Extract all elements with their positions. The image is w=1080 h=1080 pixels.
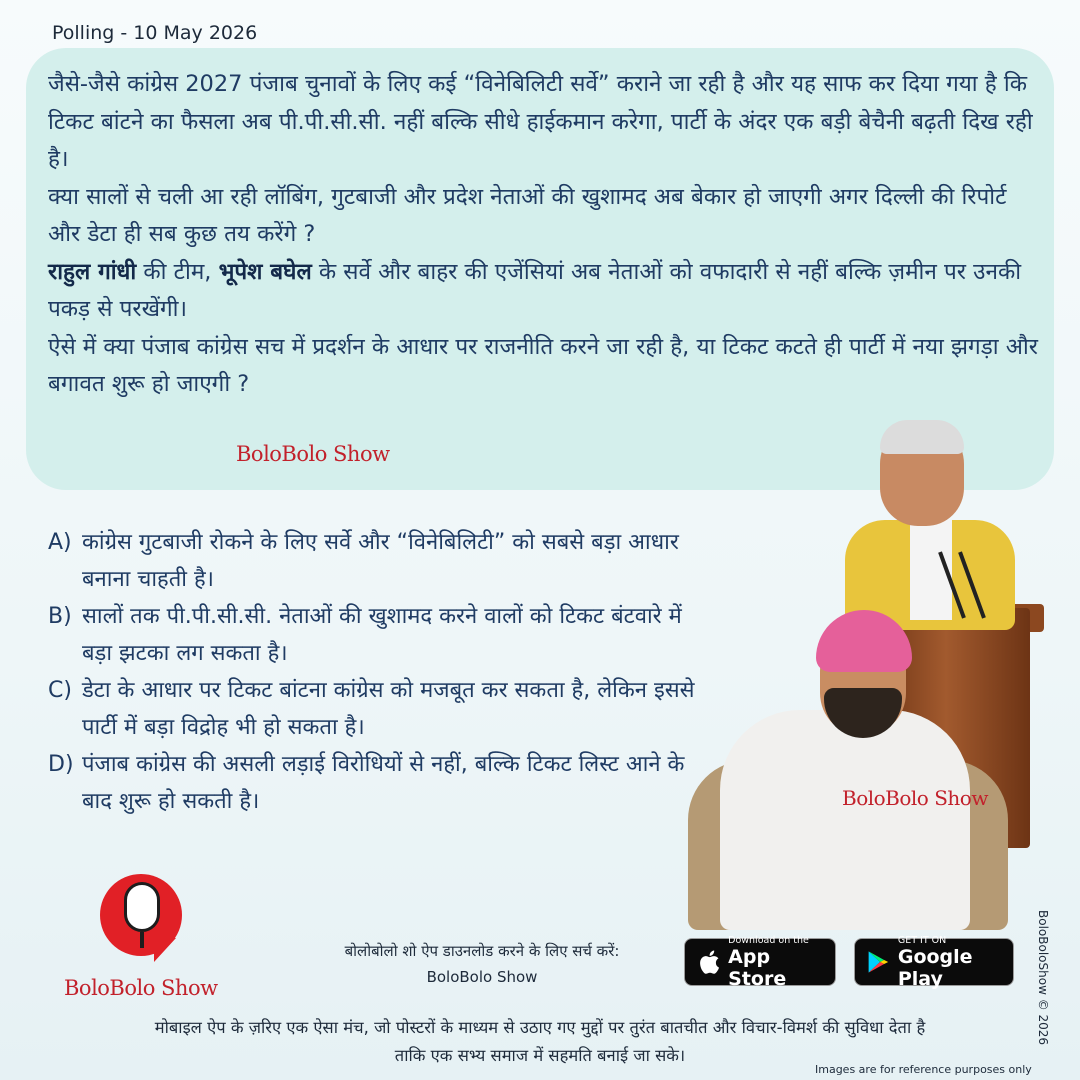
politicians-illustration: [680, 410, 1060, 930]
app-store-small-text: Download on the: [728, 934, 809, 946]
card-watermark: BoloBolo Show: [236, 442, 390, 466]
poll-options: [48, 524, 708, 820]
option-letter: A): [48, 530, 72, 555]
intro-paragraph-3-rest: के सर्वे और बाहर की एजेंसियां अब नेताओं को वफादारी से नहीं बल्कि ज़मीन पर उनकी पकड़ से परखेंगी।: [48, 258, 1022, 322]
politician-2-kurta: [720, 710, 970, 930]
logo-microphone-stand: [140, 932, 144, 948]
google-play-big-text: Google Play: [897, 945, 973, 990]
google-play-small-text: GET IT ON: [897, 934, 947, 946]
app-description-line-1: मोबाइल ऐप के ज़रिए एक ऐसा मंच, जो पोस्टरों के माध्यम से उठाए गए मुद्दों पर तुरंत बातचीत और विचार-विमर्श की सुविधा देता है: [154, 1018, 926, 1037]
intro-paragraph-1: जैसे-जैसे कांग्रेस 2027 पंजाब चुनावों के लिए कई “विनेबिलिटी सर्वे” कराने जा रही है और यह साफ कर दिया गया है कि टिकट बांटने का फैसला अब पी.पी.सी.सी. नहीं बल्कि सीधे हाईकमान करेगा, पार्टी के अंदर एक बड़ी बेचैनी बढ़ती दिख रही है।: [48, 71, 1033, 172]
logo-text: BoloBolo Show: [64, 976, 218, 1000]
intro-paragraph-3-part: की टीम,: [136, 258, 219, 285]
option-letter: D): [48, 752, 74, 777]
google-play-label: [898, 935, 1001, 990]
intro-paragraph-3: [48, 254, 1038, 329]
app-description: [20, 1014, 1060, 1070]
name-bhupesh-baghel: भूपेश बघेल: [218, 258, 312, 285]
intro-text: [48, 66, 1038, 404]
poll-option-d[interactable]: [48, 746, 708, 820]
app-store-label: [728, 935, 823, 990]
copyright-text: BoloBoloShow © 2026: [1036, 910, 1050, 1046]
logo-microphone: [124, 882, 160, 932]
option-letter: B): [48, 604, 72, 629]
politician-1-hair: [880, 420, 964, 454]
download-line-1: बोलोबोलो शो ऐप डाउनलोड करने के लिए सर्च करें:: [344, 942, 620, 960]
image-disclaimer: Images are for reference purposes only: [815, 1063, 1032, 1076]
logo-bubble-tail: [154, 938, 176, 962]
option-text: सालों तक पी.पी.सी.सी. नेताओं की खुशामद करने वालों को टिकट बंटवारे में बड़ा झटका लग सकता है।: [82, 604, 682, 666]
download-instruction: [290, 938, 674, 990]
illustration-watermark: BoloBolo Show: [842, 786, 988, 810]
download-line-2: BoloBolo Show: [426, 968, 538, 986]
apple-icon: [697, 947, 720, 977]
intro-paragraph-4: ऐसे में क्या पंजाब कांग्रेस सच में प्रदर्शन के आधार पर राजनीति करने जा रही है, या टिकट कटते ही पार्टी में नया झगड़ा और बगावत शुरू हो जाएगी ?: [48, 333, 1038, 397]
microphone-speech-bubble-icon: [92, 868, 184, 968]
google-play-icon: [867, 947, 890, 977]
app-store-button[interactable]: [684, 934, 836, 990]
name-rahul-gandhi: राहुल गांधी: [48, 258, 137, 285]
option-text: डेटा के आधार पर टिकट बांटना कांग्रेस को मजबूत कर सकता है, लेकिन इससे पार्टी में बड़ा विद्रोह भी हो सकता है।: [82, 678, 695, 740]
option-letter: C): [48, 678, 72, 703]
poll-option-b[interactable]: [48, 598, 708, 672]
app-store-big-text: App Store: [728, 945, 787, 990]
option-text: पंजाब कांग्रेस की असली लड़ाई विरोधियों से नहीं, बल्कि टिकट लिस्ट आने के बाद शुरू हो सकती है।: [82, 752, 685, 814]
app-description-line-2: ताकि एक सभ्य समाज में सहमति बनाई जा सके।: [394, 1046, 686, 1065]
google-play-button[interactable]: [854, 934, 1014, 990]
intro-paragraph-2: क्या सालों से चली आ रही लॉबिंग, गुटबाजी और प्रदेश नेताओं की खुशामद अब बेकार हो जाएगी अगर दिल्ली की रिपोर्ट और डेटा ही सब कुछ तय करेंगे ?: [48, 183, 1007, 247]
poll-option-c[interactable]: [48, 672, 708, 746]
date-label: Polling - 10 May 2026: [52, 22, 258, 44]
poll-option-a[interactable]: [48, 524, 708, 598]
option-text: कांग्रेस गुटबाजी रोकने के लिए सर्वे और “विनेबिलिटी” को सबसे बड़ा आधार बनाना चाहती है।: [82, 530, 679, 592]
